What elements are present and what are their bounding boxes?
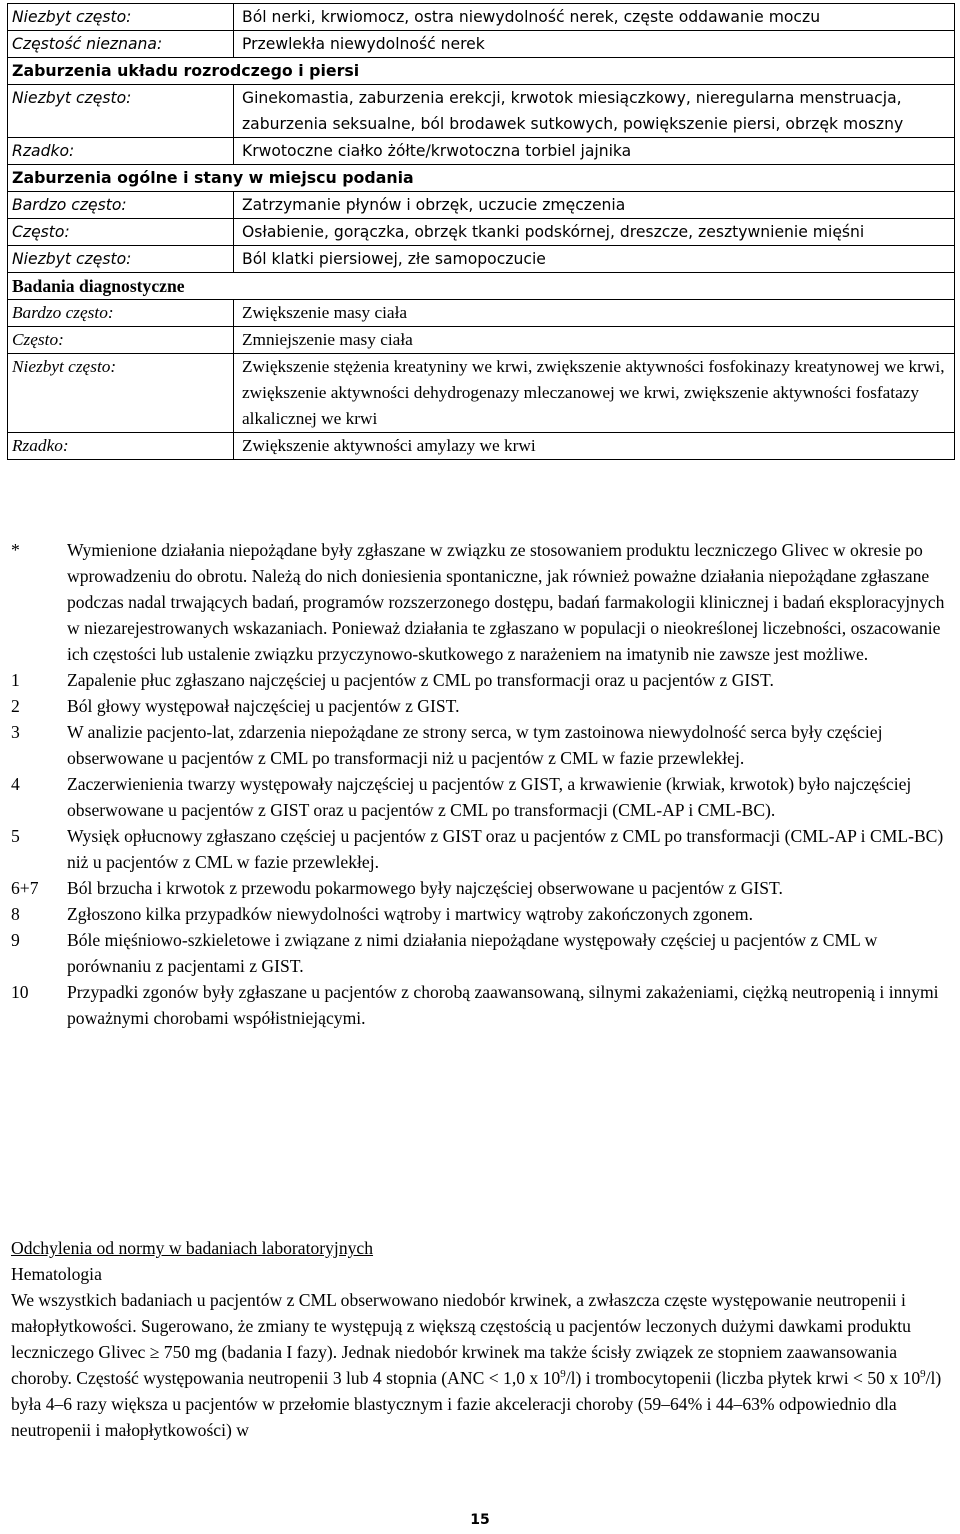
adverse-events-table-body [8, 4, 955, 460]
table-row [8, 192, 955, 219]
footnote-marker: 1 [11, 670, 20, 690]
gte-symbol: ≥ [149, 1342, 160, 1362]
lab-text-1: We wszystkich badaniach u pacjentów z CML obserwowano niedobór krwinek, a zwłaszcza częste występowanie neutropenii i małopłytkowości. Sugerowano, że zmiany te występują z większą częstością u pacjentów leczonych dużymi dawkami produktu leczniczego Glivec [11, 1290, 911, 1362]
footnote [11, 823, 946, 875]
footnote-marker: * [11, 540, 20, 560]
description-cell: Ginekomastia, zaburzenia erekcji, krwotok miesiączkowy, nieregularna menstruacja, zaburzenia seksualne, ból brodawek sutkowych, powiększenie piersi, obrzęk moszny [234, 85, 955, 138]
section-heading: Zaburzenia układu rozrodczego i piersi [8, 58, 955, 85]
footnote [11, 719, 946, 771]
footnote-text: Ból brzucha i krwotok z przewodu pokarmowego były najczęściej obserwowane u pacjentów z GIST. [67, 878, 783, 898]
frequency-cell: Niezbyt często: [8, 4, 234, 31]
frequency-cell: Rzadko: [8, 433, 234, 460]
frequency-cell: Rzadko: [8, 138, 234, 165]
superscript: 9 [560, 1368, 566, 1381]
table-row [8, 31, 955, 58]
footnote [11, 901, 946, 927]
table-row [8, 85, 955, 138]
frequency-cell: Niezbyt często: [8, 85, 234, 138]
footnote-marker: 8 [11, 904, 20, 924]
table-section-row [8, 58, 955, 85]
description-cell: Osłabienie, gorączka, obrzęk tkanki podskórnej, dreszcze, zesztywnienie mięśni [234, 219, 955, 246]
table-row [8, 300, 955, 327]
footnotes-list [11, 537, 946, 1031]
description-cell: Krwotoczne ciałko żółte/krwotoczna torbiel jajnika [234, 138, 955, 165]
footnote-marker: 5 [11, 826, 20, 846]
table-row [8, 219, 955, 246]
footnote [11, 693, 946, 719]
description-cell: Zatrzymanie płynów i obrzęk, uczucie zmęczenia [234, 192, 955, 219]
footnote [11, 537, 946, 667]
footnote-text: W analizie pacjento-lat, zdarzenia niepożądane ze strony serca, w tym zastoinowa niewydolność serca były częściej obserwowane u pacjentów z CML po transformacji niż u pacjentów z CML w fazie przewlekłej. [67, 722, 883, 768]
table-row [8, 327, 955, 354]
footnote-text: Przypadki zgonów były zgłaszane u pacjentów z chorobą zaawansowaną, silnymi zakażeniami, ciężką neutropenią i innymi poważnymi chorobami współistniejącymi. [67, 982, 939, 1028]
section-heading: Zaburzenia ogólne i stany w miejscu podania [8, 165, 955, 192]
lab-section-heading: Odchylenia od normy w badaniach laboratoryjnych [11, 1238, 374, 1258]
section-heading: Badania diagnostyczne [8, 273, 955, 300]
table-row [8, 433, 955, 460]
footnote-marker: 4 [11, 774, 20, 794]
footnote-text: Wymienione działania niepożądane były zgłaszane w związku ze stosowaniem produktu leczniczego Glivec w okresie po wprowadzeniu do obrotu. Należą do nich doniesienia spontaniczne, jak również poważne działania niepożądane zgłaszane podczas nadal trwających badań, programów rozszerzonego dostępu, badań farmakologii klinicznej i badań eksploracyjnych w niezarejestrowanych wskazaniach. Ponieważ działania te zgłaszano w populacji o nieokreślonej liczebności, oszacowanie ich częstości lub ustalenie związku przyczynowo-skutkowego z narażeniem na imatynib nie zawsze jest możliwe. [67, 540, 945, 664]
footnote [11, 875, 946, 901]
description-cell: Zmniejszenie masy ciała [234, 327, 955, 354]
frequency-cell: Często: [8, 219, 234, 246]
footnote [11, 771, 946, 823]
frequency-cell: Często: [8, 327, 234, 354]
table-row [8, 354, 955, 433]
description-cell: Ból nerki, krwiomocz, ostra niewydolność nerek, częste oddawanie moczu [234, 4, 955, 31]
lab-section [11, 1235, 946, 1443]
lab-paragraph [11, 1287, 946, 1443]
lab-section-subheading: Hematologia [11, 1264, 102, 1284]
description-cell: Zwiększenie stężenia kreatyniny we krwi, zwiększenie aktywności fosfokinazy kreatynowej we krwi, zwiększenie aktywności dehydrogenazy mleczanowej we krwi, zwiększenie aktywności fosfatazy alkalicznej we krwi [234, 354, 955, 433]
footnote-text: Zgłoszono kilka przypadków niewydolności wątroby i martwicy wątroby zakończonych zgonem. [67, 904, 753, 924]
footnote-text: Zapalenie płuc zgłaszano najczęściej u pacjentów z CML po transformacji oraz u pacjentów z GIST. [67, 670, 774, 690]
description-cell: Przewlekła niewydolność nerek [234, 31, 955, 58]
footnote-text: Bóle mięśniowo-szkieletowe i związane z nimi działania niepożądane występowały częściej u pacjentów z CML w porównaniu z pacjentami z GIST. [67, 930, 878, 976]
footnote [11, 667, 946, 693]
page-number: 15 [470, 1512, 490, 1528]
footnote-text: Zaczerwienienia twarzy występowały najczęściej u pacjentów z GIST, a krwawienie (krwiak, krwotok) było najczęściej obserwowane u pacjentów z GIST oraz u pacjentów z CML po transformacji (CML-AP i CML-BC). [67, 774, 912, 820]
table-row [8, 4, 955, 31]
footnote-text: Ból głowy występował najczęściej u pacjentów z GIST. [67, 696, 460, 716]
description-cell: Zwiększenie aktywności amylazy we krwi [234, 433, 955, 460]
frequency-cell: Niezbyt często: [8, 246, 234, 273]
lab-text-4: /l) była 4–6 razy większa u pacjentów w przełomie blastycznym i fazie akceleracji choroby (59–64% i 44–63% odpowiednio dla neutropenii i małopłytkowości) w [11, 1368, 942, 1440]
table-row [8, 138, 955, 165]
footnote [11, 979, 946, 1031]
footnote-text: Wysięk opłucnowy zgłaszano częściej u pacjentów z GIST oraz u pacjentów z CML po transformacji (CML-AP i CML-BC) niż u pacjentów z CML w fazie przewlekłej. [67, 826, 944, 872]
description-cell: Zwiększenie masy ciała [234, 300, 955, 327]
table-section-row [8, 273, 955, 300]
footnote [11, 927, 946, 979]
frequency-cell: Bardzo często: [8, 192, 234, 219]
adverse-events-table [7, 3, 955, 460]
footnote-marker: 9 [11, 930, 20, 950]
table-section-row [8, 165, 955, 192]
lab-text-3: /l) i trombocytopenii (liczba płytek krwi < 50 x 10 [565, 1368, 921, 1388]
table-row [8, 246, 955, 273]
frequency-cell: Bardzo często: [8, 300, 234, 327]
lab-text-2: 750 mg (badania I fazy). Jednak niedobór krwinek ma także ścisły związek ze stopniem zaawansowania choroby. Częstość występowania neutropenii 3 lub 4 stopnia (ANC < 1,0 x 10 [11, 1342, 898, 1388]
description-cell: Ból klatki piersiowej, złe samopoczucie [234, 246, 955, 273]
footnote-marker: 2 [11, 696, 20, 716]
frequency-cell: Niezbyt często: [8, 354, 234, 433]
footnote-marker: 10 [11, 982, 29, 1002]
frequency-cell: Częstość nieznana: [8, 31, 234, 58]
superscript: 9 [920, 1368, 926, 1381]
footnote-marker: 6+7 [11, 878, 39, 898]
footnote-marker: 3 [11, 722, 20, 742]
